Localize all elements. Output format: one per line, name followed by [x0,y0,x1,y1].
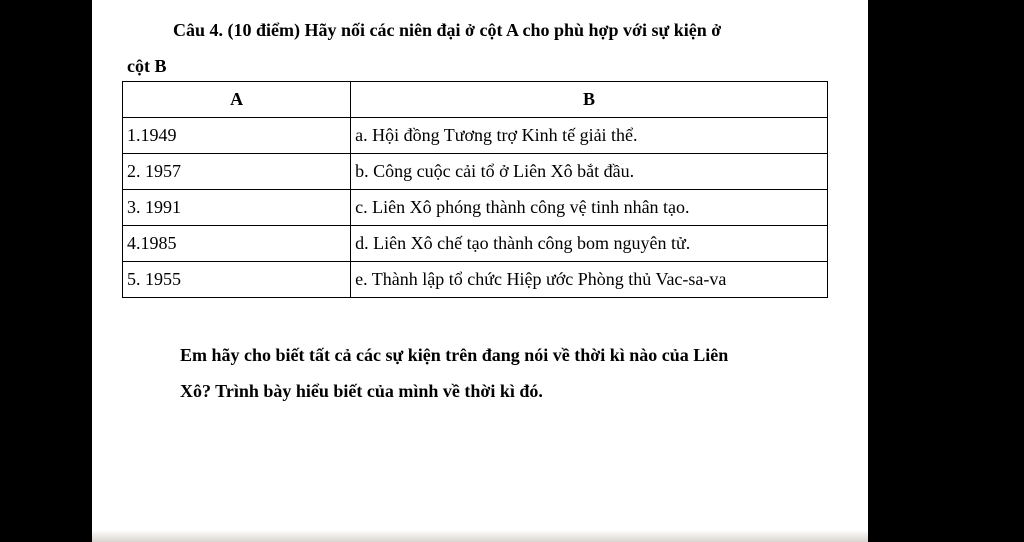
table-row [123,190,828,226]
year-cell: 3. 1991 [123,190,351,226]
year-cell: 4.1985 [123,226,351,262]
matching-table [122,81,828,298]
table-row [123,262,828,298]
page-bottom-edge [92,530,868,542]
question-title [127,12,847,84]
event-cell: c. Liên Xô phóng thành công vệ tinh nhân tạo. [351,190,828,226]
document-page [92,0,868,542]
table-row [123,226,828,262]
column-b-header: B [351,82,828,118]
followup-line-1: Em hãy cho biết tất cả các sự kiện trên đang nói về thời kì nào của Liên [180,345,729,365]
year-cell: 1.1949 [123,118,351,154]
table-header-row [123,82,828,118]
event-cell: e. Thành lập tổ chức Hiệp ước Phòng thủ Vac-sa-va [351,262,828,298]
question-title-line-1: Câu 4. (10 điểm) Hãy nối các niên đại ở cột A cho phù hợp với sự kiện ở [173,20,722,40]
table-row [123,154,828,190]
year-cell: 5. 1955 [123,262,351,298]
followup-line-2: Xô? Trình bày hiểu biết của mình về thời kì đó. [180,381,543,401]
followup-question [180,337,820,409]
event-cell: b. Công cuộc cải tổ ở Liên Xô bắt đầu. [351,154,828,190]
question-title-line-2: cột B [127,56,167,76]
table-row [123,118,828,154]
event-cell: d. Liên Xô chế tạo thành công bom nguyên tử. [351,226,828,262]
year-cell: 2. 1957 [123,154,351,190]
column-a-header: A [123,82,351,118]
event-cell: a. Hội đồng Tương trợ Kinh tế giải thể. [351,118,828,154]
